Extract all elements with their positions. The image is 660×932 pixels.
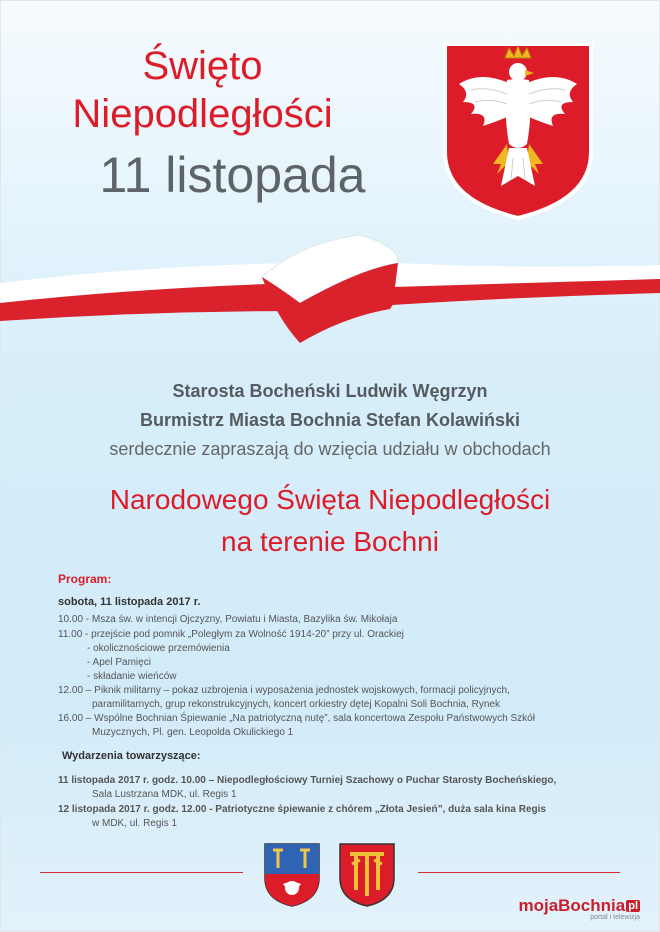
logo-brand: mojaBochnia bbox=[518, 896, 626, 915]
inviter-line2: Burmistrz Miasta Bochnia Stefan Kolawiński bbox=[139, 410, 521, 430]
program-item: 10.00 - Msza św. w intencji Ojczyzny, Powiatu i Miasta, Bazylika św. Mikołaja bbox=[58, 614, 398, 625]
program-date: sobota, 11 listopada 2017 r. bbox=[58, 596, 201, 608]
side-event-line: 11 listopada 2017 r. godz. 10.00 – Niepodległościowy Turniej Szachowy o Puchar Starosty Bocheńskiego, bbox=[58, 775, 557, 786]
program-item: 16.00 – Wspólne Bochnian Śpiewanie „Na patriotyczną nutę”, sala koncertowa Zespołu Państwowych Szkół bbox=[58, 713, 535, 724]
divider-right bbox=[418, 872, 620, 873]
side-event-line: 12 listopada 2017 r. godz. 12.00 - Patriotyczne śpiewanie z chórem „Złota Jesień”, duża sala kina Regis bbox=[58, 804, 546, 815]
program-item-continued: paramilitarnych, grup rekonstrukcyjnych, koncert orkiestry dętej Kopalni Soli Bochnia, Rynek bbox=[92, 699, 500, 710]
site-logo[interactable] bbox=[518, 896, 640, 921]
side-event bbox=[58, 775, 556, 786]
headline-line1: Narodowego Święta Niepodległości bbox=[109, 484, 551, 515]
program-subitem: - Apel Pamięci bbox=[87, 657, 151, 668]
logo-wordmark bbox=[518, 896, 640, 916]
logo-tld: pl bbox=[628, 900, 638, 912]
headline-line2: na terenie Bochni bbox=[221, 526, 439, 557]
side-event-continued: Sala Lustrzana MDK, ul. Regis 1 bbox=[92, 789, 237, 800]
title-line2: Niepodległości bbox=[72, 92, 333, 136]
divider-left bbox=[40, 872, 243, 873]
side-events-label: Wydarzenia towarzyszące: bbox=[62, 750, 201, 762]
logo-tagline: portal i telewizja bbox=[590, 914, 640, 921]
title-line1: Święto bbox=[142, 44, 263, 88]
invitation-text: serdecznie zapraszają do wzięcia udziału w obchodach bbox=[109, 439, 551, 459]
side-event bbox=[58, 804, 546, 815]
program-subitem: - składanie wieńców bbox=[87, 671, 177, 682]
program-item-continued: Muzycznych, Pl. gen. Leopolda Okulickiego 1 bbox=[92, 727, 294, 738]
program-label: Program: bbox=[58, 572, 112, 586]
title-date: 11 listopada bbox=[99, 147, 366, 203]
bochnia-city-crest-icon bbox=[338, 842, 396, 908]
polish-white-eagle-icon bbox=[441, 40, 595, 220]
polish-flag-ribbon bbox=[0, 225, 660, 375]
inviter-line1: Starosta Bocheński Ludwik Węgrzyn bbox=[172, 381, 488, 401]
side-event-continued: w MDK, ul. Regis 1 bbox=[92, 818, 178, 829]
program-item: 12.00 – Piknik militarny – pokaz uzbrojenia i wyposażenia jednostek wojskowych, formacji policyjnych, bbox=[58, 685, 510, 696]
program-item: 11.00 - przejście pod pomnik „Poległym za Wolność 1914-20” przy ul. Orackiej bbox=[58, 629, 404, 640]
bochnia-county-crest-icon bbox=[263, 842, 321, 908]
program-subitem: - okolicznościowe przemówienia bbox=[87, 643, 230, 654]
